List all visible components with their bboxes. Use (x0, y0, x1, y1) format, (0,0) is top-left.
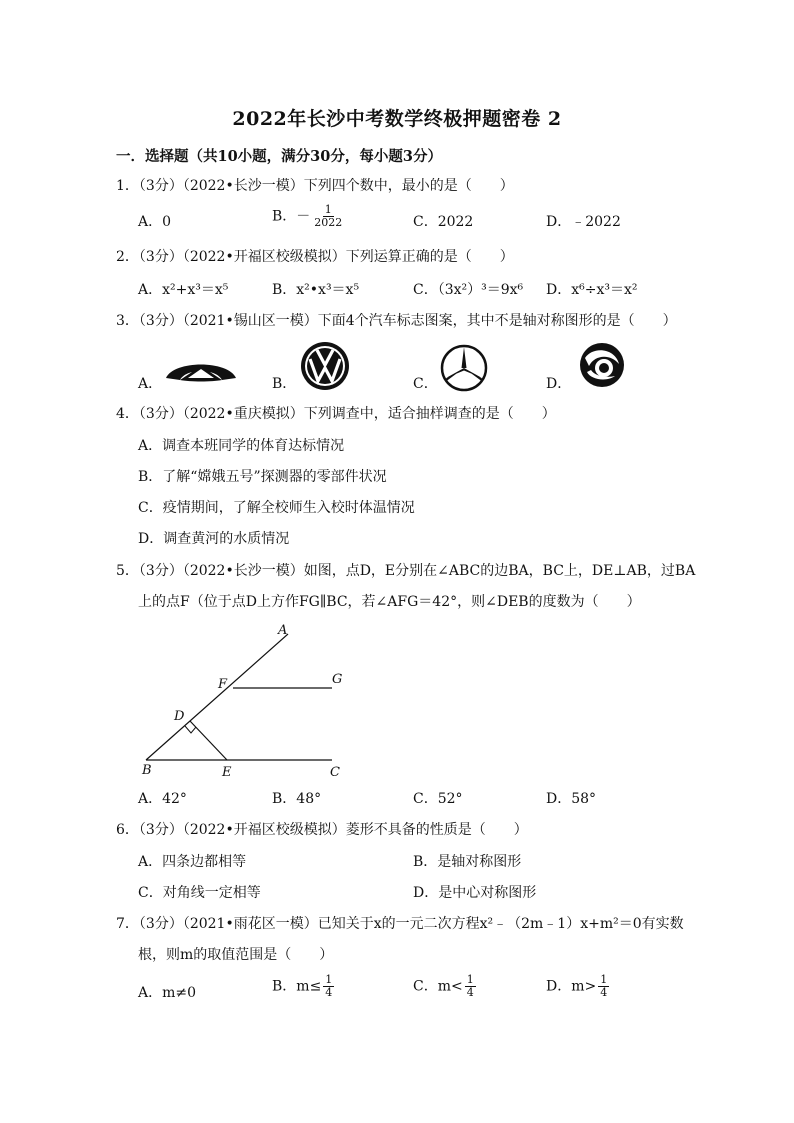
fraction-denominator: 4 (466, 986, 474, 999)
q5-option-b[interactable]: B．48° (272, 791, 322, 807)
fraction-numerator: 1 (325, 973, 333, 986)
volkswagen-logo-icon (300, 341, 350, 391)
q4-option-d[interactable]: D．调查黄河的水质情况 (138, 531, 290, 547)
infiniti-logo-icon (164, 356, 238, 386)
question-4: 4．（3分）（2022•重庆模拟）下列调查中，适合抽样调查的是（ ） (116, 406, 556, 422)
fraction-denominator: 4 (325, 986, 333, 999)
q4-option-a[interactable]: A．调查本班同学的体育达标情况 (138, 438, 345, 454)
q1-option-b-prefix: B．－ (272, 208, 311, 225)
label-f: F (218, 677, 228, 692)
label-b: B (142, 763, 152, 778)
q7-option-d[interactable] (546, 974, 611, 999)
q1-option-d[interactable]: D．﹣2022 (546, 214, 621, 230)
right-angle-mark (185, 726, 196, 733)
q7-option-c-prefix: C．m< (413, 978, 463, 995)
q2-option-b[interactable]: B．x²•x³＝x⁵ (272, 282, 360, 298)
q1-option-c[interactable]: C．2022 (413, 214, 474, 230)
fraction (312, 204, 344, 229)
q3-option-c[interactable]: C． (413, 376, 438, 392)
q2-option-d[interactable]: D．x⁶÷x³＝x² (546, 282, 638, 298)
label-a: A (278, 623, 288, 638)
section-heading: 一．选择题（共10小题，满分30分，每小题3分） (116, 148, 442, 165)
q6-option-d[interactable]: D．是中心对称图形 (413, 885, 537, 901)
fraction (598, 974, 609, 999)
question-3: 3．（3分）（2021•锡山区一模）下面4个汽车标志图案，其中不是轴对称图形的是（ ） (116, 313, 677, 329)
q6-option-c[interactable]: C．对角线一定相等 (138, 885, 261, 901)
q1-option-a[interactable]: A．0 (138, 214, 172, 230)
question-5-line-2: 上的点F（位于点D上方作FG∥BC，若∠AFG＝42°，则∠DEB的度数为（ ） (138, 594, 641, 610)
label-c: C (330, 765, 340, 780)
fraction-denominator: 4 (600, 986, 608, 999)
label-d: D (174, 709, 185, 724)
q7-option-a[interactable]: A．m≠0 (138, 985, 197, 1001)
fraction-numerator: 1 (600, 973, 608, 986)
q2-option-a[interactable]: A．x²+x³＝x⁵ (138, 282, 229, 298)
q4-option-c[interactable]: C．疫情期间，了解全校师生入校时体温情况 (138, 500, 415, 516)
q3-option-d[interactable]: D． (546, 376, 572, 392)
page-title: 2022年长沙中考数学终极押题密卷 2 (232, 108, 562, 130)
q5-option-c[interactable]: C．52° (413, 791, 463, 807)
q3-option-a[interactable]: A． (138, 376, 163, 392)
q6-option-a[interactable]: A．四条边都相等 (138, 854, 247, 870)
q2-option-c[interactable]: C．（3x²）³＝9x⁶ (413, 282, 524, 298)
question-1: 1．（3分）（2022•长沙一模）下列四个数中，最小的是（ ） (116, 178, 514, 194)
q3-option-b[interactable]: B． (272, 376, 297, 392)
q6-option-b[interactable]: B．是轴对称图形 (413, 854, 522, 870)
fraction-denominator: 2022 (314, 216, 343, 229)
question-2: 2．（3分）（2022•开福区校级模拟）下列运算正确的是（ ） (116, 249, 514, 265)
q5-option-d[interactable]: D．58° (546, 791, 597, 807)
question-7-line-2: 根，则m的取值范围是（ ） (138, 947, 334, 963)
mercedes-logo-icon (440, 344, 488, 392)
question-7-line-1: 7．（3分）（2021•雨花区一模）已知关于x的一元二次方程x²﹣（2m﹣1）x+m²＝0有实数 (116, 916, 684, 932)
q7-option-b-prefix: B．m≤ (272, 978, 322, 995)
fraction (465, 974, 476, 999)
fraction (323, 974, 334, 999)
q4-option-b[interactable]: B．了解“嫦娥五号”探测器的零部件状况 (138, 469, 387, 485)
geometry-figure (130, 618, 360, 786)
line-ba (146, 634, 288, 760)
fraction-numerator: 1 (324, 203, 332, 216)
q1-option-b[interactable] (272, 204, 346, 229)
question-5-line-1: 5．（3分）（2022•长沙一模）如图，点D，E分别在∠ABC的边BA，BC上，DE⊥AB，过BA (116, 563, 696, 579)
label-g: G (332, 672, 343, 687)
q7-option-c[interactable] (413, 974, 478, 999)
q7-option-b[interactable] (272, 974, 336, 999)
label-e: E (222, 765, 232, 780)
q5-option-a[interactable]: A．42° (138, 791, 187, 807)
fraction-numerator: 1 (466, 973, 474, 986)
question-6: 6．（3分）（2022•开福区校级模拟）菱形不具备的性质是（ ） (116, 822, 528, 838)
q7-option-d-prefix: D．m> (546, 978, 597, 995)
car-emblem-logo-icon (577, 342, 627, 388)
